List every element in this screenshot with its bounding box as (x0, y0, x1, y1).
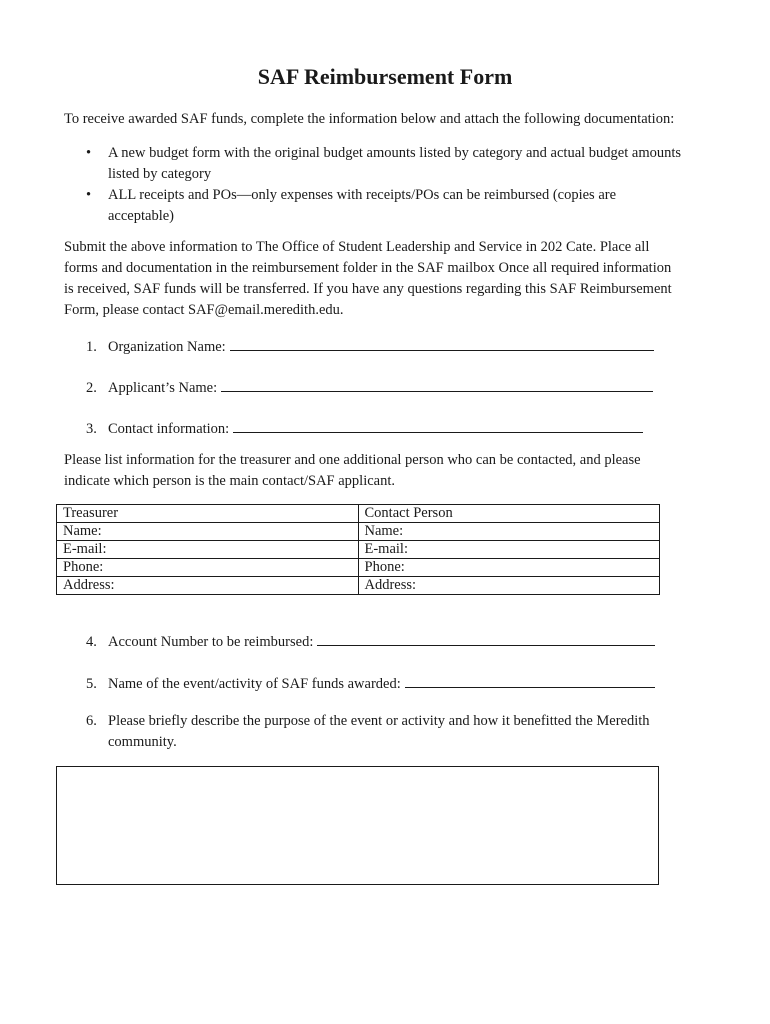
contact-address-cell[interactable]: Address: (358, 577, 660, 595)
contact-information-input[interactable] (233, 417, 643, 433)
event-description-prompt: 6. Please briefly describe the purpose of the event or activity and how it benefitted the Meredith community. (86, 713, 650, 750)
event-description-box[interactable] (56, 766, 659, 885)
contact-name-cell[interactable]: Name: (358, 523, 660, 541)
contacts-table (56, 504, 660, 595)
list-item (64, 185, 724, 227)
list-item-text-cont: listed by category (108, 166, 212, 182)
intro-text: To receive awarded SAF funds, complete the information below and attach the following documentation: (64, 111, 675, 127)
contact-phone-cell[interactable]: Phone: (358, 559, 660, 577)
treasurer-email-cell[interactable]: E-mail: (57, 541, 359, 559)
applicant-name-input[interactable] (221, 376, 653, 392)
applicant-name-field: 2. Applicant’s Name: (64, 376, 653, 399)
applicant-name-label: Applicant’s Name: (108, 380, 218, 396)
contact-instructions: Please list information for the treasurer and one additional person who can be contacted, and please indicate which person is the main contact/SAF applicant. (64, 452, 641, 489)
list-item-text: ALL receipts and POs—only expenses with receipts/POs can be reimbursed (copies are (108, 187, 617, 203)
treasurer-header: Treasurer (57, 505, 359, 523)
bullet-icon: • (86, 145, 92, 161)
treasurer-name-cell[interactable]: Name: (57, 523, 359, 541)
organization-name-input[interactable] (230, 335, 654, 351)
event-name-label: Name of the event/activity of SAF funds awarded: (108, 676, 401, 692)
list-item-text-cont: acceptable) (108, 208, 175, 224)
table-row (57, 577, 660, 595)
table-row (57, 523, 660, 541)
bullet-icon: • (86, 187, 92, 203)
contact-information-label: Contact information: (108, 421, 230, 437)
treasurer-phone-cell[interactable]: Phone: (57, 559, 359, 577)
treasurer-address-cell[interactable]: Address: (57, 577, 359, 595)
form-title: SAF Reimbursement Form (257, 64, 513, 89)
contact-person-header: Contact Person (358, 505, 660, 523)
list-item-text: A new budget form with the original budget amounts listed by category and actual budget amounts (108, 145, 682, 161)
table-row (57, 559, 660, 577)
event-name-input[interactable] (405, 672, 655, 688)
event-name-field: 5. Name of the event/activity of SAF funds awarded: (64, 672, 655, 695)
account-number-field: 4. Account Number to be reimbursed: (64, 630, 655, 653)
documentation-list (64, 143, 724, 227)
submit-instructions: Submit the above information to The Office of Student Leadership and Service in 202 Cate. Place all forms and documentation in the reimbursement folder in the SAF mailbox Once all required information is received, SAF funds will be transferred. If you have any questions regarding this SAF Reimbursement Form, please contact SAF@email.meredith.edu. (64, 239, 672, 318)
list-item (64, 143, 724, 185)
contact-information-field: 3. Contact information: (64, 417, 643, 440)
organization-name-field: 1. Organization Name: (64, 335, 654, 358)
table-row (57, 505, 660, 523)
account-number-label: Account Number to be reimbursed: (108, 634, 314, 650)
contact-email-cell[interactable]: E-mail: (358, 541, 660, 559)
account-number-input[interactable] (317, 630, 655, 646)
table-row (57, 541, 660, 559)
organization-name-label: Organization Name: (108, 339, 226, 355)
